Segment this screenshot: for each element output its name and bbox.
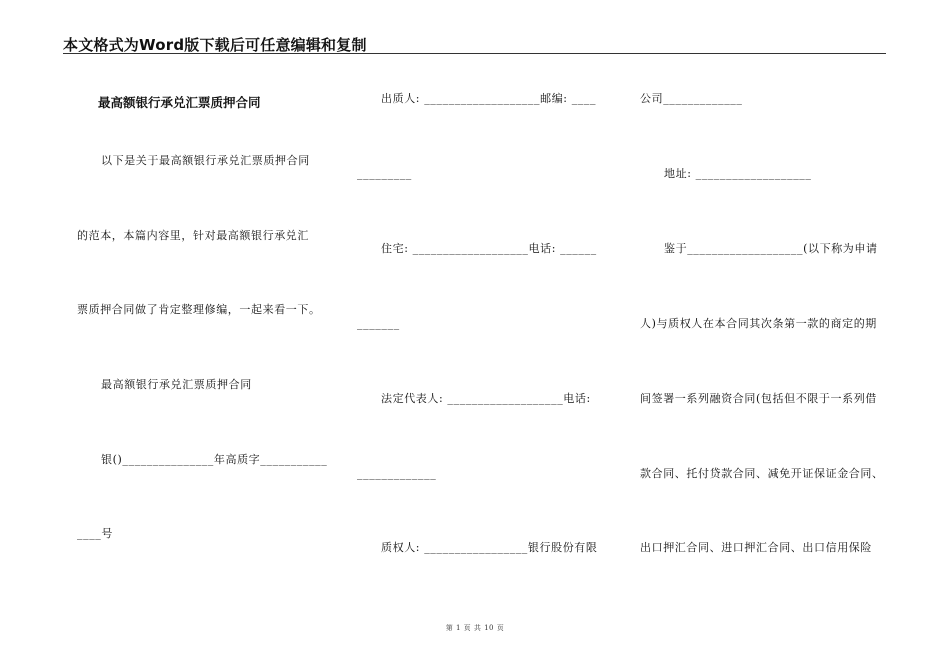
body-line: _________ (357, 167, 412, 180)
body-line: 鉴于___________________(以下称为申请 (664, 242, 878, 255)
body-line: 地址: ___________________ (664, 167, 812, 180)
body-line: ____号 (77, 527, 113, 540)
body-line: 法定代表人: ___________________电话: (381, 392, 591, 405)
body-line: 出质人: ___________________邮编: ____ (381, 92, 597, 105)
body-line: _______ (357, 317, 400, 330)
body-line: _____________ (357, 467, 437, 480)
body-line: 住宅: ___________________电话: ______ (381, 242, 597, 255)
body-line: 最高额银行承兑汇票质押合同 (101, 378, 252, 391)
body-line: 质权人: _________________银行股份有限 (381, 541, 598, 554)
body-line: 公司_____________ (640, 92, 743, 105)
body-line: 票质押合同做了肯定整理修编，一起来看一下。 (77, 303, 321, 316)
body-line: 的范本，本篇内容里，针对最高额银行承兑汇 (77, 229, 309, 242)
body-line: 出口押汇合同、进口押汇合同、出口信用保险 (640, 541, 872, 554)
body-line: 以下是关于最高额银行承兑汇票质押合同 (101, 154, 310, 167)
document-title: 最高额银行承兑汇票质押合同 (98, 95, 261, 110)
body-line: 间签署一系列融资合同(包括但不限于一系列借 (640, 392, 877, 405)
body-line: 款合同、托付贷款合同、减免开证保证金合同、 (640, 467, 884, 480)
header-divider (63, 53, 886, 54)
body-line: 人)与质权人在本合同其次条第一款的商定的期 (640, 317, 877, 330)
header-title: 本文格式为Word版下载后可任意编辑和复制 (63, 36, 367, 54)
page-number: 第 1 页 共 10 页 (445, 624, 505, 632)
body-line: 银()_______________年高质字___________ (101, 453, 328, 466)
